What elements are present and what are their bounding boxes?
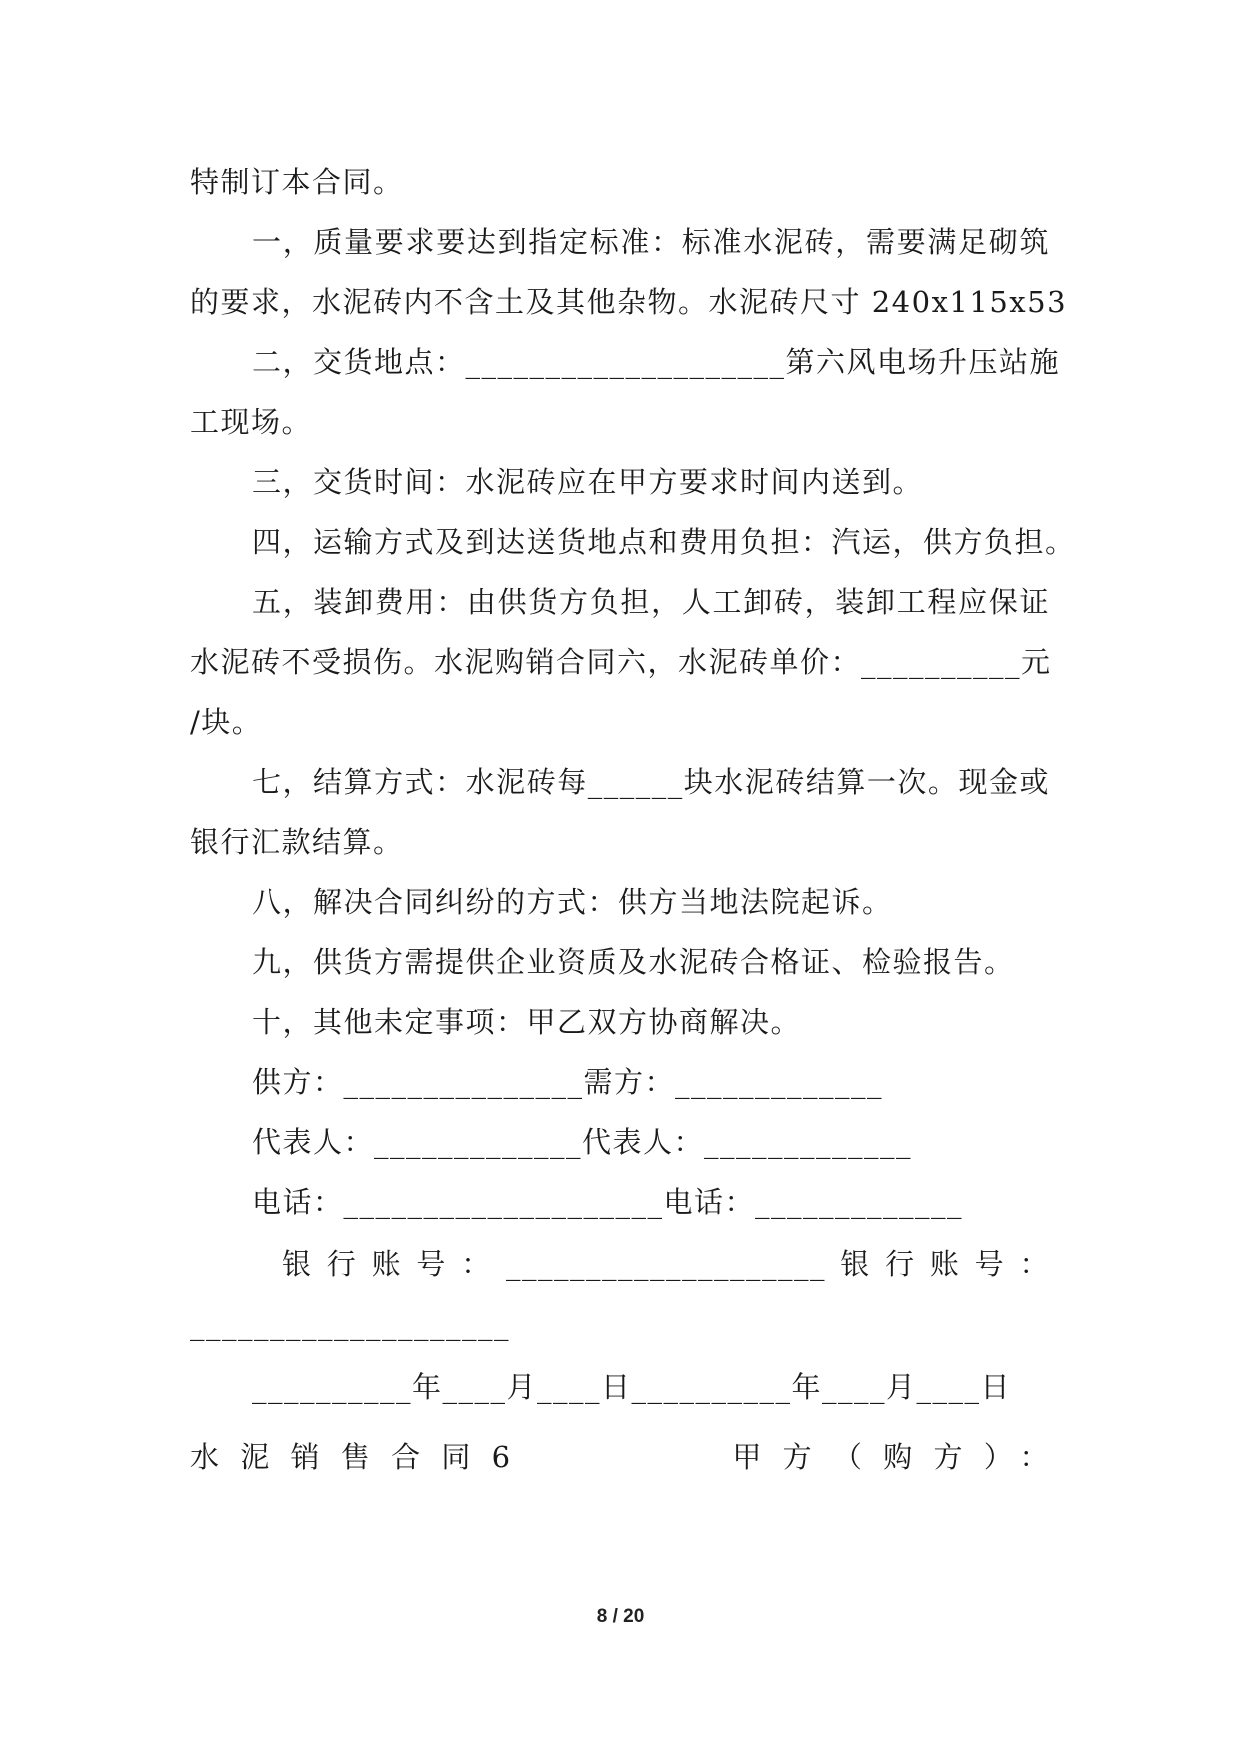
text-line: 五，装卸费用：由供货方负担，人工卸砖，装卸工程应保证 [252, 585, 1050, 619]
text-line: 七，结算方式：水泥砖每______块水泥砖结算一次。现金或 [252, 765, 1050, 799]
text-line: 特制订本合同。 [190, 165, 404, 199]
text-line: 二，交货地点：____________________第六风电场升压站施 [252, 345, 1061, 379]
signature-line-bank-account: 银行账号：____________________银行账号： [282, 1247, 1050, 1281]
text-line: 水泥砖不受损伤。水泥购销合同六，水泥砖单价：__________元 [190, 645, 1052, 679]
text-line: /块。 [190, 705, 263, 739]
text-line: 一，质量要求要达到指定标准：标准水泥砖，需要满足砌筑 [252, 225, 1050, 259]
text-line: 四，运输方式及到达送货地点和费用负担：汽运，供方负担。 [252, 525, 1076, 559]
text-line: 三，交货时间：水泥砖应在甲方要求时间内送到。 [252, 465, 924, 499]
signature-line-phone: 电话：____________________电话：_____________ [252, 1185, 964, 1219]
signature-line-representative: 代表人：_____________代表人：_____________ [252, 1125, 913, 1159]
text-line: 九，供货方需提供企业资质及水泥砖合格证、检验报告。 [252, 945, 1015, 979]
page-number: 8 / 20 [596, 1606, 645, 1627]
text-line: 八，解决合同纠纷的方式：供方当地法院起诉。 [252, 885, 893, 919]
text-line: 十，其他未定事项：甲乙双方协商解决。 [252, 1005, 802, 1039]
text-line: 银行汇款结算。 [190, 825, 404, 859]
date-line: __________年____月____日__________年____月____日 [252, 1370, 1012, 1404]
text-line: ____________________ [190, 1307, 510, 1341]
section-heading: 水泥销售合同6 甲方（购方）： [190, 1440, 1050, 1474]
text-line: 的要求，水泥砖内不含土及其他杂物。水泥砖尺寸 240x115x53 [190, 285, 1068, 319]
text-line: 工现场。 [190, 405, 313, 439]
signature-line-party: 供方：_______________需方：_____________ [252, 1065, 884, 1099]
